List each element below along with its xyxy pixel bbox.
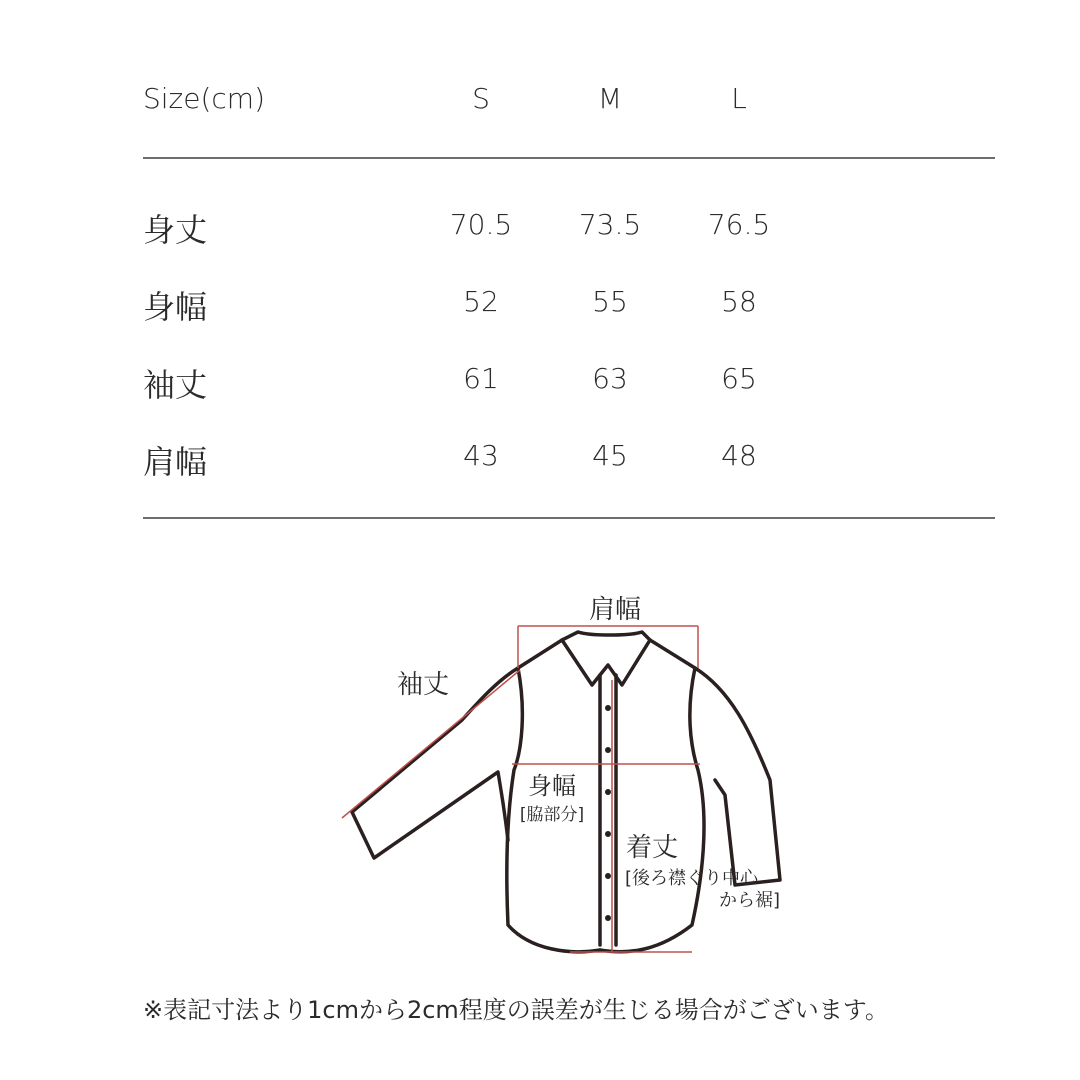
length-label: 着丈 <box>626 833 679 863</box>
size-header-m: M <box>597 82 623 115</box>
collar-outline <box>562 632 650 685</box>
sleeve-length-label: 袖丈 <box>396 670 450 700</box>
shoulder-measure-line <box>518 626 698 668</box>
row-value: 58 <box>721 285 757 318</box>
footnote: ※表記寸法より1cmから2cm程度の誤差が生じる場合がございます。 <box>143 996 889 1024</box>
left-sleeve-outline <box>352 640 562 858</box>
row-label-shoulder-width: 肩幅 <box>143 443 208 481</box>
size-header-l: L <box>731 82 747 115</box>
length-note-1: [後ろ襟ぐり中心 <box>625 868 759 889</box>
row-value: 43 <box>463 439 499 472</box>
row-value: 61 <box>463 362 499 395</box>
row-label-sleeve-length: 袖丈 <box>143 366 208 404</box>
length-note-2: から裾] <box>718 890 780 911</box>
row-value: 70.5 <box>449 208 513 241</box>
body-width-label: 身幅 <box>528 772 576 800</box>
size-header-s: S <box>472 82 490 115</box>
row-value: 45 <box>592 439 628 472</box>
row-value: 76.5 <box>707 208 771 241</box>
table-bottom-rule <box>143 517 995 519</box>
row-value: 63 <box>592 362 628 395</box>
row-value: 48 <box>721 439 757 472</box>
row-label-body-length: 身丈 <box>143 211 208 249</box>
shirt-diagram <box>330 580 810 970</box>
row-value: 55 <box>592 285 628 318</box>
shoulder-width-label: 肩幅 <box>588 595 642 625</box>
body-width-note: [脇部分] <box>519 805 585 825</box>
placket-outline <box>600 675 616 945</box>
size-header-label: Size(cm) <box>143 82 265 115</box>
row-label-body-width: 身幅 <box>143 288 208 326</box>
row-value: 52 <box>463 285 499 318</box>
row-value: 65 <box>721 362 757 395</box>
shirt-buttons <box>605 705 611 921</box>
table-top-rule <box>143 157 995 159</box>
row-value: 73.5 <box>578 208 642 241</box>
